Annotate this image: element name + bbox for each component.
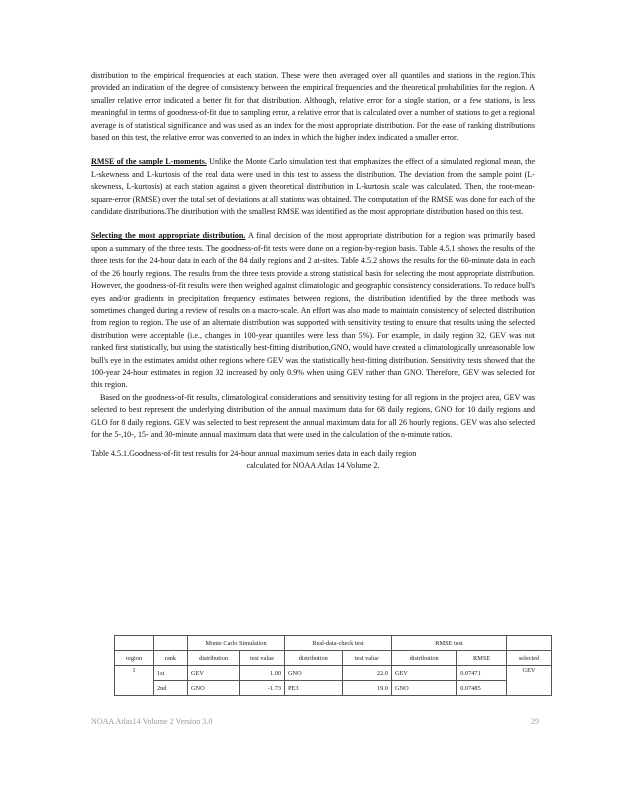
cell-mc-val: -1.73 [240,681,285,696]
cell-mc-dist: GNO [188,681,240,696]
footer-title: NOAA Atlas14 Volume 2 Version 3.0 [91,717,213,726]
cell-rd-val: 22.0 [342,666,391,681]
heading-selection: Selecting the most appropriate distribution. [91,231,246,241]
cell-rmse-val: 0.07485 [457,681,507,696]
heading-rmse: RMSE of the sample L-moments. [91,157,207,167]
col-rd-distribution: distribution [285,651,343,666]
page-number: 29 [530,717,539,726]
cell-rd-dist: PE3 [285,681,343,696]
cell-mc-dist: GEV [188,666,240,681]
table-row [115,666,552,681]
col-mc-test-value: test value [240,651,285,666]
table-column-header-row [115,651,552,666]
col-region: region [115,651,154,666]
document-body [91,70,535,472]
header-rmse-test: RMSE test [392,636,507,651]
cell-rmse-dist: GEV [392,666,457,681]
paragraph-summary: Based on the goodness-of-fit results, climatological considerations and sensitivity testing for all regions in the project area, GEV was selected to best represent the underlying distribution of the annual maximum data for 68 daily regions, GNO for 10 daily regions and GLO for 8 daily regions. GEV was selected to best represent the annual maximum data for all 26 hourly regions. GEV was also selected for the 5-,10-, 15- and 30-minute annual maximum data that were used in the calculation of the n-minute ratios. [91,392,535,439]
page-footer [91,717,539,726]
col-mc-distribution: distribution [188,651,240,666]
col-rmse: RMSE [457,651,507,666]
goodness-of-fit-table [114,635,552,696]
paragraph-rmse [91,156,535,218]
cell-mc-val: 1.00 [240,666,285,681]
table-caption-line2: calculated for NOAA Atlas 14 Volume 2. [246,461,380,471]
cell-rmse-dist: GNO [392,681,457,696]
col-rank: rank [154,651,188,666]
cell-selected: GEV [507,666,552,696]
cell-rd-dist: GNO [285,666,343,681]
col-rmse-distribution: distribution [392,651,457,666]
cell-region: 1 [115,666,154,696]
selection-body: A final decision of the most appropriate distribution for a region was primarily based upon a summary of the three tests. The goodness-of-fit tests were done on a region-by-region basis. Table 4.5.1 shows the results of the three tests for the 24-hour data in each of the 84 daily regions and 2 at-sites. Table 4.5.2 shows the results for the 60-minute data in each of the 26 hourly regions. The results from the three tests provide a strong statistical basis for selecting the most appropriate distribution. However, the goodness-of-fit results were then weighed against climatologic and geographic consistency considerations. To reduce bull's eyes and/or gradients in precipitation frequency estimates between regions, the distribution identified by the three methods was sometimes changed during a review of results on a macro-scale. An effort was also made to maintain consistency of selected distribution from region to region. The use of an alternate distribution was supported with sensitivity testing to ensure that results using the selected distribution were acceptable (i.e., changes in 100-year quantiles were less than 5%). For example, in daily region 32, GEV was not ranked first statistically, but using the statistically best-fitting distribution,GNO, would have created a climatologically unreasonable low bull's eye in the estimates amidst other regions where GEV was the statistically best-fitting distribution. Sensitivity tests showed that the 100-year 24-hour estimates in region 32 increased by only 0.9% when using GEV rather than GNO. Therefore, GEV was selected for this region. [91,231,535,390]
cell-rank: 1st [154,666,188,681]
col-rd-test-value: test value [342,651,391,666]
cell-rmse-val: 0.07471 [457,666,507,681]
table-row [115,681,552,696]
table-group-header-row [115,636,552,651]
cell-rd-val: 19.0 [342,681,391,696]
header-real-data-check: Real-data-check test [285,636,392,651]
table-caption: Table 4.5.1.Goodness-of-fit test results for 24-hour annual maximum series data in each daily region [91,449,417,459]
paragraph-relative-error: distribution to the empirical frequencies at each station. These were then averaged over all quantiles and stations in the region.This provided an indication of the degree of consistency between the empirical frequencies and the theoretical probabilities for the region. A smaller relative error indicated a better fit for that distribution. Although, relative error for a single station, or a few stations, is less meaningful in terms of goodness-of-fit due to sampling error, a relative error that is calculated over a number of stations to get a regional average is of statistical significance and was used as an index for the most appropriate distribution. For the ease of ranking distributions based on this test, the relative error was converted to an index in which the higher index indicated a smaller error. [91,71,535,143]
cell-rank: 2nd [154,681,188,696]
rmse-body: Unlike the Monte Carlo simulation test that emphasizes the effect of a simulated regional mean, the L-skewness and L-kurtosis of the real data were used in this test to assess the distribution. The deviation from the sample point (L-skewness, L-kurtosis) at each station against a given theoretical distribution in L-kurtosis scale was calculated. Then, the root-mean-square-error (RMSE) over the total set of deviations at all stations was obtained. The computation of the RMSE was done for each of the candidate distributions.The distribution with the smallest RMSE was identified as the most appropriate distribution based on this test. [91,157,535,217]
col-selected: selected [507,651,552,666]
paragraph-selection [91,230,535,391]
header-monte-carlo: Monte Carlo Simulation [188,636,285,651]
